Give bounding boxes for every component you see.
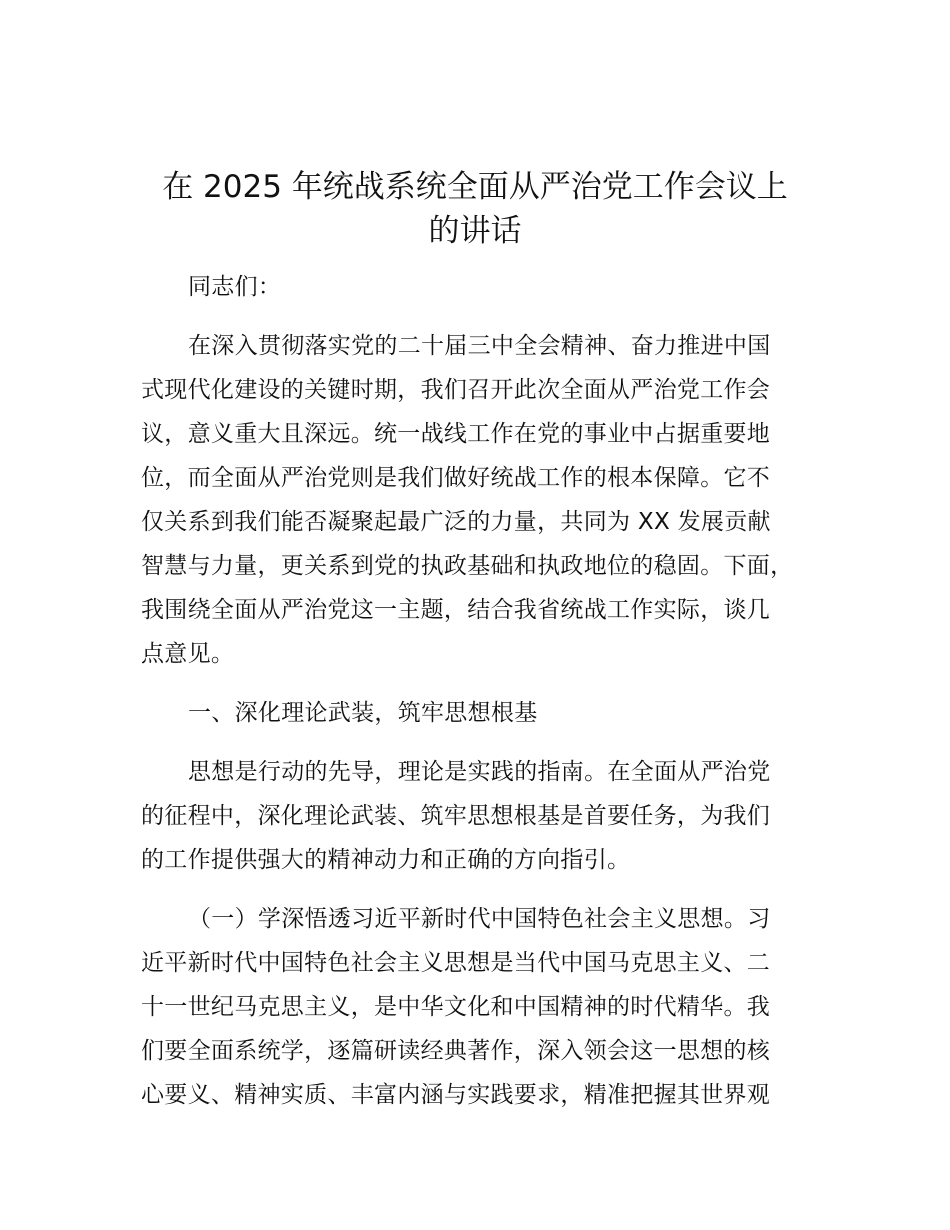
paragraph-subsection-1 bbox=[141, 897, 841, 1117]
paragraph-intro bbox=[141, 324, 841, 676]
title-line-2: 的讲话 bbox=[428, 213, 522, 249]
paragraph-line: （一）学深悟透习近平新时代中国特色社会主义思想。习 bbox=[188, 906, 771, 932]
paragraph-line: 我围绕全面从严治党这一主题，结合我省统战工作实际，谈几 bbox=[141, 597, 771, 623]
paragraph-line: 思想是行动的先导，理论是实践的指南。在全面从严治党 bbox=[188, 759, 771, 785]
paragraph-line: 们要全面系统学，逐篇研读经典著作，深入领会这一思想的核 bbox=[141, 1038, 771, 1064]
paragraph-line: 式现代化建设的关键时期，我们召开此次全面从严治党工作会 bbox=[141, 377, 771, 403]
document-title bbox=[100, 165, 850, 253]
paragraph-line: 的征程中，深化理论武装、筑牢思想根基是首要任务，为我们 bbox=[141, 803, 771, 829]
title-line-1: 在 2025 年统战系统全面从严治党工作会议上 bbox=[162, 169, 788, 205]
paragraph-line: 议，意义重大且深远。统一战线工作在党的事业中占据重要地 bbox=[141, 421, 771, 447]
document-body bbox=[141, 265, 841, 1132]
paragraph-line: 位，而全面从严治党则是我们做好统战工作的根本保障。它不 bbox=[141, 465, 771, 491]
salutation-text: 同志们： bbox=[188, 274, 282, 300]
paragraph-line: 十一世纪马克思主义，是中华文化和中国精神的时代精华。我 bbox=[141, 994, 771, 1020]
paragraph-line: 点意见。 bbox=[141, 641, 235, 667]
paragraph-line: 仅关系到我们能否凝聚起最广泛的力量，共同为 XX 发展贡献 bbox=[141, 509, 771, 535]
paragraph-line: 的工作提供强大的精神动力和正确的方向指引。 bbox=[141, 847, 631, 873]
paragraph-line: 智慧与力量，更关系到党的执政基础和执政地位的稳固。下面， bbox=[141, 553, 794, 579]
section-heading-text: 一、深化理论武装，筑牢思想根基 bbox=[188, 700, 538, 726]
paragraph-line: 心要义、精神实质、丰富内涵与实践要求，精准把握其世界观 bbox=[141, 1082, 771, 1108]
paragraph-section-intro bbox=[141, 750, 841, 882]
paragraph-line: 近平新时代中国特色社会主义思想是当代中国马克思主义、二 bbox=[141, 950, 771, 976]
section-heading-1 bbox=[141, 691, 841, 735]
salutation bbox=[141, 265, 841, 309]
paragraph-line: 在深入贯彻落实党的二十届三中全会精神、奋力推进中国 bbox=[188, 333, 771, 359]
